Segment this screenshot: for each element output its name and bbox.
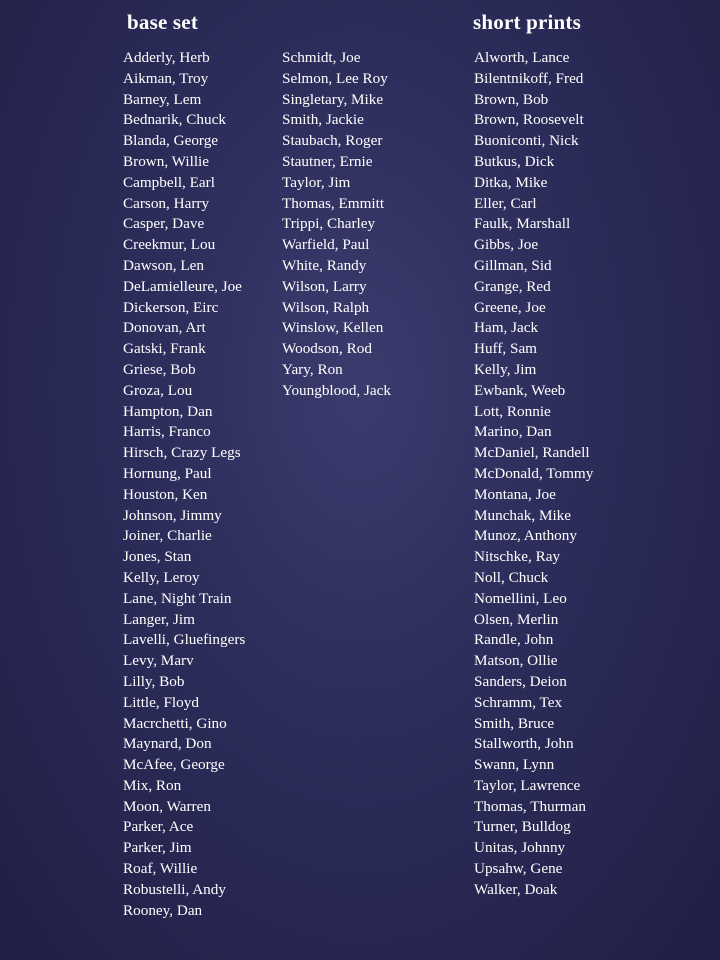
player-name: McDaniel, Randell [474,444,590,462]
player-name: Hampton, Dan [123,402,213,420]
player-name: DeLamielleure, Joe [123,277,242,295]
short-prints-heading: short prints [473,10,581,34]
player-name: Ewbank, Weeb [474,381,566,399]
player-name: Harris, Franco [123,423,211,441]
player-name: Marino, Dan [474,423,552,441]
player-name: Dawson, Len [123,256,204,274]
player-name: Ditka, Mike [474,173,548,191]
player-name: Parker, Ace [123,818,194,836]
player-name: Groza, Lou [123,381,193,399]
player-name: Randle, John [474,631,554,649]
player-name: McDonald, Tommy [474,464,594,482]
player-name: Donovan, Art [123,319,206,337]
player-name: Winslow, Kellen [282,319,384,337]
player-name: McAfee, George [123,756,225,774]
player-name: Noll, Chuck [474,568,549,586]
player-name: Gibbs, Joe [474,236,539,254]
player-name: Warfield, Paul [282,236,370,254]
base-set-list-col1 [123,48,245,921]
player-name: Schmidt, Joe [282,49,361,66]
player-name: Smith, Jackie [282,111,364,129]
player-name: Greene, Joe [474,298,546,316]
player-name: Griese, Bob [123,360,196,378]
player-name: Alworth, Lance [474,49,570,66]
player-name: Taylor, Jim [282,173,351,191]
player-name: Barney, Lem [123,90,202,108]
player-name: Lott, Ronnie [474,402,551,420]
player-name: Ham, Jack [474,319,539,337]
player-name: Houston, Ken [123,485,208,503]
player-name: Woodson, Rod [282,340,372,358]
player-name: Swann, Lynn [474,756,555,774]
player-name: Selmon, Lee Roy [282,69,388,87]
player-name: Lilly, Bob [123,672,185,690]
player-name: Roaf, Willie [123,860,198,878]
player-name: Levy, Marv [123,652,194,670]
player-name: Stallworth, John [474,735,574,753]
player-name: Blanda, George [123,132,219,150]
player-name: Schramm, Tex [474,693,563,711]
player-name: Carson, Harry [123,194,210,212]
player-name: Adderly, Herb [123,49,210,66]
player-name: Taylor, Lawrence [474,776,581,794]
player-name: Gillman, Sid [474,256,552,274]
player-name: Lane, Night Train [123,589,232,607]
player-name: White, Randy [282,256,367,274]
player-name: Singletary, Mike [282,90,384,108]
player-name: Nomellini, Leo [474,589,567,607]
player-name: Kelly, Jim [474,360,537,378]
base-set-heading: base set [127,10,199,34]
short-prints-list [474,48,593,901]
player-name: Thomas, Thurman [474,797,586,815]
player-name: Butkus, Dick [474,152,555,170]
player-name: Matson, Ollie [474,652,558,670]
player-name: Creekmur, Lou [123,236,216,254]
player-name: Lavelli, Gluefingers [123,631,246,649]
player-name: Olsen, Merlin [474,610,559,628]
player-name: Jones, Stan [123,548,192,566]
player-name: Upsahw, Gene [474,860,563,878]
player-name: Stautner, Ernie [282,152,373,170]
player-name: Little, Floyd [123,693,199,711]
player-name: Moon, Warren [123,797,211,815]
player-name: Wilson, Larry [282,277,367,295]
player-name: Bednarik, Chuck [123,111,226,129]
player-name: Casper, Dave [123,215,205,233]
player-name: Johnson, Jimmy [123,506,222,524]
player-name: Buoniconti, Nick [474,132,579,150]
player-name: Eller, Carl [474,194,537,212]
player-name: Dickerson, Eirc [123,298,219,316]
player-name: Yary, Ron [282,360,343,378]
player-name: Campbell, Earl [123,173,215,191]
player-name: Mix, Ron [123,776,182,794]
player-name: Parker, Jim [123,839,192,857]
base-set-list-col2 [282,48,391,402]
player-name: Joiner, Charlie [123,527,212,545]
player-name: Hornung, Paul [123,464,212,482]
player-name: Huff, Sam [474,340,537,358]
player-name: Kelly, Leroy [123,568,200,586]
player-name: Brown, Willie [123,152,210,170]
player-name: Munoz, Anthony [474,527,577,545]
player-name: Smith, Bruce [474,714,555,732]
player-name: Wilson, Ralph [282,298,370,316]
player-name: Thomas, Emmitt [282,194,385,212]
player-name: Bilentnikoff, Fred [474,69,584,87]
player-name: Rooney, Dan [123,901,203,919]
player-name: Turner, Bulldog [474,818,571,836]
player-name: Staubach, Roger [282,132,383,150]
player-name: Maynard, Don [123,735,212,753]
player-name: Nitschke, Ray [474,548,561,566]
player-name: Hirsch, Crazy Legs [123,444,241,462]
player-name: Brown, Roosevelt [474,111,584,129]
player-name: Grange, Red [474,277,551,295]
player-name: Trippi, Charley [282,215,376,233]
player-name: Youngblood, Jack [282,381,391,399]
player-name: Brown, Bob [474,90,549,108]
player-name: Munchak, Mike [474,506,572,524]
player-name: Gatski, Frank [123,340,206,358]
player-name: Robustelli, Andy [123,880,226,898]
player-name: Faulk, Marshall [474,215,571,233]
player-name: Aikman, Troy [123,69,209,87]
player-name: Unitas, Johnny [474,839,566,857]
player-name: Montana, Joe [474,485,556,503]
player-name: Sanders, Deion [474,672,567,690]
player-name: Macrchetti, Gino [123,714,227,732]
player-name: Langer, Jim [123,610,195,628]
player-name: Walker, Doak [474,880,558,898]
